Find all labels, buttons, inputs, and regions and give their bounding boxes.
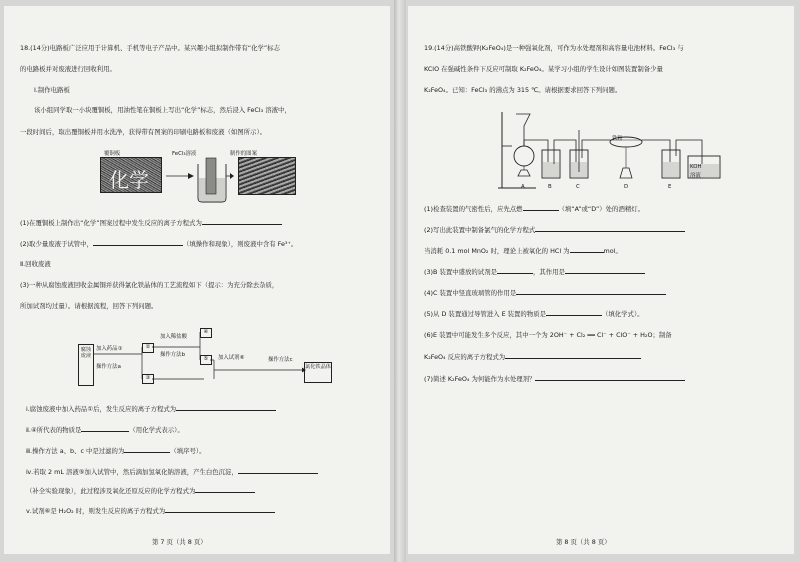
apparatus-d (610, 137, 670, 178)
question-r1 (424, 204, 644, 213)
question-r2b-text-b: mol。 (603, 247, 622, 255)
exam-page-7 (4, 6, 390, 554)
flow-step4: 操作方法c (268, 357, 293, 363)
flow-step1-top: 加入药品① (96, 346, 123, 352)
answer-blank-r1[interactable] (523, 204, 559, 211)
fig1-label-solution: FeCl₃溶液 (172, 151, 197, 157)
flow-waste-box: 腐蚀废液 (78, 344, 94, 386)
question-iv-line2 (26, 486, 255, 495)
answer-blank-r3a[interactable] (497, 267, 533, 274)
flow-box-2: ② (142, 343, 154, 353)
question-v-text: ⅴ.试剂⑥是 H₂O₂ 时，则发生反应的离子方程式为 (26, 507, 166, 515)
question-i-text: ⅰ.腐蚀废液中加入药品①后，发生反应的离子方程式为 (26, 405, 177, 413)
book-spine (394, 0, 406, 562)
q18-header: 18.(14分)电路板广泛应用于计算机、手机等电子产品中。某兴趣小组拟制作带有“化学”标志 (20, 44, 280, 52)
exam-page-8 (408, 6, 794, 554)
question-r6-line1: (6)E 装置中可能发生多个反应，其中一个为 2OH⁻ + Cl₂ ══ Cl⁻ + ClO⁻ + H₂O；制备 (424, 331, 672, 339)
part1-title: Ⅰ.制作电路板 (34, 86, 70, 94)
question-r3-text-a: (3)B 装置中盛放的试剂是 (424, 268, 497, 276)
question-iv-text-2: （补全实验现象），此过程涉及氧化还原反应的化学方程式为 (26, 487, 196, 495)
finished-pcb-image (238, 157, 296, 195)
question-r1-text-b: （填“A”或“D”）处的酒精灯。 (558, 205, 645, 213)
flow-box-3: ③ (142, 374, 154, 384)
question-2-text-b: （填操作和现象），则废液中含有 Fe³⁺。 (182, 240, 298, 248)
label-solution: 溶液 (690, 173, 701, 179)
label-koh: KOH (690, 164, 702, 170)
copper-board-image (100, 157, 162, 193)
q19-line3: K₂FeO₄。已知：FeCl₃ 的沸点为 315 ℃。请根据要求回答下列问题。 (424, 86, 622, 94)
arrow2-head (230, 173, 234, 179)
question-r7 (424, 374, 685, 383)
question-ii-text-b: （用化学式表示）。 (129, 426, 184, 434)
flow-step1-bottom: 操作方法a (96, 364, 121, 370)
immersed-board (206, 158, 216, 194)
tube-ab (524, 140, 548, 164)
apparatus-diagram (496, 106, 736, 196)
question-iii-text-a: ⅲ.操作方法 a、b、c 中是过滤的为 (26, 447, 125, 455)
board-handwriting: 化学 (109, 168, 149, 192)
question-r2-text: (2)写出此装置中制备氯气的化学方程式 (424, 226, 536, 234)
answer-blank-ii[interactable] (81, 425, 129, 432)
flow-step2-bottom: 操作方法b (160, 352, 185, 358)
question-r3-text-b: ，其作用是 (532, 268, 565, 276)
answer-blank-iv-b[interactable] (195, 486, 255, 493)
flow-box-4: ④ (200, 328, 212, 338)
label-d: D (624, 184, 629, 190)
flow-product-box: 氯化铁晶体 (304, 362, 332, 383)
label-iron-powder: 铁粉 (612, 136, 623, 142)
answer-blank-r2b[interactable] (570, 246, 604, 253)
apparatus-a (498, 112, 536, 188)
q19-line1: 19.(14分)高铁酸钾(K₂FeO₄)是一种强氧化剂，可作为水处理剂和高容量电池材料。FeCl₃ 与 (424, 44, 684, 52)
question-3-line2: 所加试剂均过量）。请根据流程，回答下列问题。 (20, 302, 158, 310)
answer-blank-r4[interactable] (516, 288, 666, 295)
label-a: A (521, 184, 525, 190)
question-1-text: (1)在覆铜板上制作出“化学”图案过程中发生反应的离子方程式为 (20, 219, 202, 227)
answer-blank-r2[interactable] (535, 225, 685, 232)
label-c: C (576, 184, 580, 190)
question-2 (20, 239, 297, 248)
flow-arrows (64, 324, 344, 394)
question-i (26, 404, 276, 413)
part1-text-line1: 该小组同学取一小块覆铜板，用油性笔在铜板上写出“化学”标志，然后浸入 FeCl₃ 溶液中， (34, 106, 291, 114)
question-r1-text-a: (1)检查装置的气密性后，应先点燃 (424, 205, 523, 213)
q19-line2: KClO 在强碱性条件下反应可制取 K₂FeO₄。某学习小组的学生设计如图装置制备少量 (424, 65, 663, 73)
page-footer-right: 第 8 页（共 8 页） (556, 538, 611, 546)
question-r7-text: (7)简述 K₂FeO₄ 为何能作为水处理剂？ (424, 375, 536, 383)
question-iii-text-b: （填序号）。 (170, 447, 206, 455)
answer-blank-1[interactable] (202, 218, 282, 225)
answer-blank-r3b[interactable] (565, 267, 645, 274)
fig1-label-pattern: 制作的图案 (230, 151, 257, 157)
question-iv-line1 (26, 467, 318, 476)
question-r5 (424, 309, 644, 318)
question-iv-text-1: ⅳ.若取 2 mL 溶液⑤加入试管中，然后滴加氢氧化钠溶液，产生白色沉淀， (26, 468, 238, 476)
question-r6-text: K₂FeO₄ 反应的离子方程式为 (424, 353, 506, 361)
question-ii (26, 425, 184, 434)
answer-blank-i[interactable] (176, 404, 276, 411)
question-r3 (424, 267, 645, 276)
beaker-diagram (164, 156, 234, 204)
question-1 (20, 218, 282, 227)
page-footer-left: 第 7 页（共 8 页） (152, 538, 207, 546)
apparatus-b (542, 140, 576, 178)
answer-blank-2[interactable] (93, 239, 183, 246)
answer-blank-iii[interactable] (124, 446, 170, 453)
question-r4 (424, 288, 666, 297)
answer-blank-r7[interactable] (535, 374, 685, 381)
question-r2b-text-a: 当消耗 0.1 mol MnO₂ 时，理论上被氧化的 HCl 为 (424, 247, 570, 255)
question-r2 (424, 225, 685, 234)
label-b: B (548, 184, 552, 190)
question-r5-text-b: （填化学式）。 (602, 310, 644, 318)
arrow-head (188, 173, 194, 179)
question-3-line1: (3)一种从腐蚀废液回收金属铜并获得氯化铁晶体的工艺流程如下（提示：为充分除去杂质， (20, 281, 279, 289)
flow-step3-top: 加入试剂⑥ (218, 355, 245, 361)
question-r5-text-a: (5)从 D 装置通过导管进入 E 装置的物质是 (424, 310, 546, 318)
question-r6-line2 (424, 352, 641, 361)
question-ii-text-a: ⅱ.④所代表的物质是 (26, 426, 82, 434)
flow-step2-top: 加入稀盐酸 (160, 334, 187, 340)
fig1-label-board: 覆铜板 (104, 151, 121, 157)
answer-blank-iv-a[interactable] (238, 467, 318, 474)
question-v (26, 506, 275, 515)
answer-blank-r6[interactable] (505, 352, 641, 359)
question-2-text-a: (2)取少量废液于试管中， (20, 240, 93, 248)
question-r2b (424, 246, 622, 255)
flow-box-5: ⑤ (200, 355, 212, 365)
part2-title: Ⅱ.回收废液 (20, 260, 51, 268)
q18-intro: 的电路板并对废液进行回收利用。 (20, 65, 116, 73)
question-iii (26, 446, 206, 455)
part1-text-line2: 一段时间后，取出覆铜板并用水洗净，获得带有图案的印刷电路板和废液（如图所示）。 (20, 128, 267, 136)
answer-blank-v[interactable] (165, 506, 275, 513)
label-e: E (668, 184, 672, 190)
question-r4-text: (4)C 装置中竖直玻璃管的作用是 (424, 289, 517, 297)
answer-blank-r5[interactable] (546, 309, 602, 316)
